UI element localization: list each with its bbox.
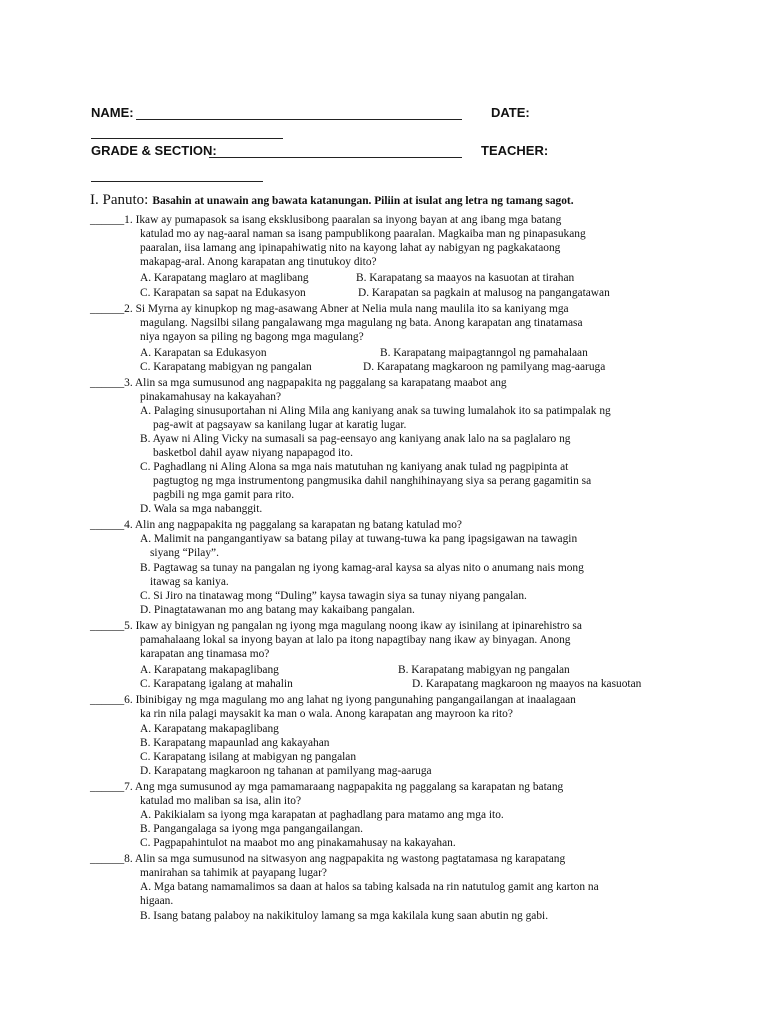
q5-stem-line: pamahalaang lokal sa inyong bayan at lalo pa itong napagtibay nang ikaw ay binyagan. Anong	[140, 634, 571, 646]
q3-choice-a-cont: pag-awit at pagsayaw sa kanilang lugar at karatig lugar.	[153, 419, 407, 431]
q1-choice-c: C. Karapatan sa sapat na Edukasyon	[140, 287, 306, 299]
q3-choice-d: D. Wala sa mga nabanggit.	[140, 503, 263, 515]
q3-choice-b: B. Ayaw ni Aling Vicky na sumasali sa pag-eensayo ang kaniyang anak lalo na sa paglalaro ng	[140, 433, 571, 445]
q5-choice-a: A. Karapatang makapaglibang	[140, 664, 279, 676]
q1-stem-line: katulad mo ay nag-aaral naman sa isang pampublikong paaralan. Magkaiba man ng pinapasukang	[140, 228, 586, 240]
q6-choice-c: C. Karapatang isilang at mabigyan ng pangalan	[140, 751, 357, 763]
q3-choice-c-cont: pagbili ng mga gamit para rito.	[153, 489, 295, 501]
q7-stem-line: ______7. Ang mga sumusunod ay mga pamamaraang nagpapakita ng paggalang sa karapatan ng batang	[90, 781, 564, 793]
q2-stem-line: niya ngayon sa piling ng bagong mga magulang?	[140, 331, 364, 343]
q1-stem-line: paaralan, iisa lamang ang ipinapahiwatig nito na kayong lahat ay nabigyan ng pagkakataong	[140, 242, 561, 254]
q3-choice-c-cont: pagtugtog ng mga instrumentong pangmusika dahil nanghihinayang siya sa perang gagamitin sa	[153, 475, 592, 487]
q7-choice-a: A. Pakikialam sa iyong mga karapatan at paghadlang para matamo ang mga ito.	[140, 809, 504, 821]
q8-stem-line: manirahan sa tahimik at payapang lugar?	[140, 867, 327, 879]
q8-choice-b: B. Isang batang palaboy na nakikituloy lamang sa mga kakilala kung saan abutin ng gabi.	[140, 910, 549, 922]
q4-choice-a-cont: siyang “Pilay”.	[150, 547, 219, 559]
q8-choice-a: A. Mga batang namamalimos sa daan at halos sa tabing kalsada na rin natutulog gamit ang karton na	[140, 881, 599, 893]
name-label: NAME:	[91, 105, 134, 120]
q5-stem-line: karapatan ang tinamasa mo?	[140, 648, 270, 660]
q3-choice-b-cont: basketbol dahil ayaw niyang napapagod ito.	[153, 447, 353, 459]
q8-choice-a-cont: higaan.	[140, 895, 174, 907]
q4-choice-b: B. Pagtawag sa tunay na pangalan ng iyong kamag-aral kaysa sa alyas nito o anumang nais mong	[140, 562, 584, 574]
q5-stem-line: ______5. Ikaw ay binigyan ng pangalan ng iyong mga magulang noong ikaw ay isinilang at ipinarehistro sa	[90, 620, 582, 632]
q5-choice-b: B. Karapatang mabigyan ng pangalan	[398, 664, 570, 676]
name-field[interactable]	[136, 119, 462, 120]
q3-choice-a: A. Palaging sinusuportahan ni Aling Mila ang kaniyang anak sa tuwing lumalahok ito sa patimpalak ng	[140, 405, 611, 417]
q4-choice-a: A. Malimit na pangangantiyaw sa batang pilay at tuwang-tuwa ka pang ipagsigawan na tawagin	[140, 533, 578, 545]
q7-choice-b: B. Pangangalaga sa iyong mga pangangailangan.	[140, 823, 364, 835]
q2-stem-line: magulang. Nagsilbi silang pangalawang mga magulang ng bata. Anong karapatan ang tinatamasa	[140, 317, 583, 329]
q4-stem-line: ______4. Alin ang nagpapakita ng paggalang sa karapatan ng batang katulad mo?	[90, 519, 462, 531]
q1-choice-d: D. Karapatan sa pagkain at malusog na pangangatawan	[358, 287, 610, 299]
q6-choice-b: B. Karapatang mapaunlad ang kakayahan	[140, 737, 330, 749]
q6-stem-line: ______6. Ibinibigay ng mga magulang mo ang lahat ng iyong pangunahing pangangailangan at inaalagaan	[90, 694, 576, 706]
q5-choice-c: C. Karapatang igalang at mahalin	[140, 678, 293, 690]
q6-choice-a: A. Karapatang makapaglibang	[140, 723, 279, 735]
q5-choice-d: D. Karapatang magkaroon ng maayos na kasuotan	[412, 678, 642, 690]
q6-choice-d: D. Karapatang magkaroon ng tahanan at pamilyang mag-aaruga	[140, 765, 432, 777]
date-label: DATE:	[491, 105, 530, 120]
q4-choice-c: C. Si Jiro na tinatawag mong “Duling” kaysa tawagin siya sa tunay niyang pangalan.	[140, 590, 527, 602]
q8-stem-line: ______8. Alin sa mga sumusunod na sitwasyon ang nagpapakita ng wastong pagtatamasa ng karapatang	[90, 853, 566, 865]
q4-choice-b-cont: itawag sa kaniya.	[150, 576, 229, 588]
q3-stem-line: ______3. Alin sa mga sumusunod ang nagpapakita ng paggalang sa karapatang maabot ang	[90, 377, 507, 389]
instructions	[90, 191, 574, 209]
grade-section-label: GRADE & SECTION:	[91, 143, 217, 158]
date-field[interactable]	[91, 138, 283, 139]
q7-choice-c: C. Pagpapahintulot na maabot mo ang pinakamahusay na kakayahan.	[140, 837, 456, 849]
instructions-text: Basahin at unawain ang bawata katanungan. Piliin at isulat ang letra ng tamang sagot.	[152, 195, 574, 207]
q4-choice-d: D. Pinagtatawanan mo ang batang may kakaibang pangalan.	[140, 604, 415, 616]
instructions-heading: I. Panuto:	[90, 192, 149, 208]
q1-choice-b: B. Karapatang sa maayos na kasuotan at tirahan	[356, 272, 575, 284]
q1-stem-line: makapag-aral. Anong karapatan ang tinutukoy dito?	[140, 256, 377, 268]
q7-stem-line: katulad mo maliban sa isa, alin ito?	[140, 795, 302, 807]
q2-stem-line: ______2. Si Myrna ay kinupkop ng mag-asawang Abner at Nelia mula nang maulila ito sa kaniyang mga	[90, 303, 569, 315]
teacher-label: TEACHER:	[481, 143, 549, 158]
q6-stem-line: ka rin nila palagi maysakit ka man o wala. Anong karapatan ang mayroon ka rito?	[140, 708, 513, 720]
q1-stem-line: ______1. Ikaw ay pumapasok sa isang eksklusibong paaralan sa inyong bayan at ang ibang mga batang	[90, 214, 562, 226]
q2-choice-a: A. Karapatan sa Edukasyon	[140, 347, 267, 359]
q3-stem-line: pinakamahusay na kakayahan?	[140, 391, 282, 403]
q2-choice-c: C. Karapatang mabigyan ng pangalan	[140, 361, 312, 373]
grade-section-field[interactable]	[209, 157, 462, 158]
q2-choice-d: D. Karapatang magkaroon ng pamilyang mag-aaruga	[363, 361, 606, 373]
q2-choice-b: B. Karapatang maipagtanngol ng pamahalaan	[380, 347, 588, 359]
q1-choice-a: A. Karapatang maglaro at maglibang	[140, 272, 309, 284]
q3-choice-c: C. Paghadlang ni Aling Alona sa mga nais matutuhan ng kaniyang anak tulad ng pagpipinta at	[140, 461, 569, 473]
teacher-field[interactable]	[91, 181, 263, 182]
